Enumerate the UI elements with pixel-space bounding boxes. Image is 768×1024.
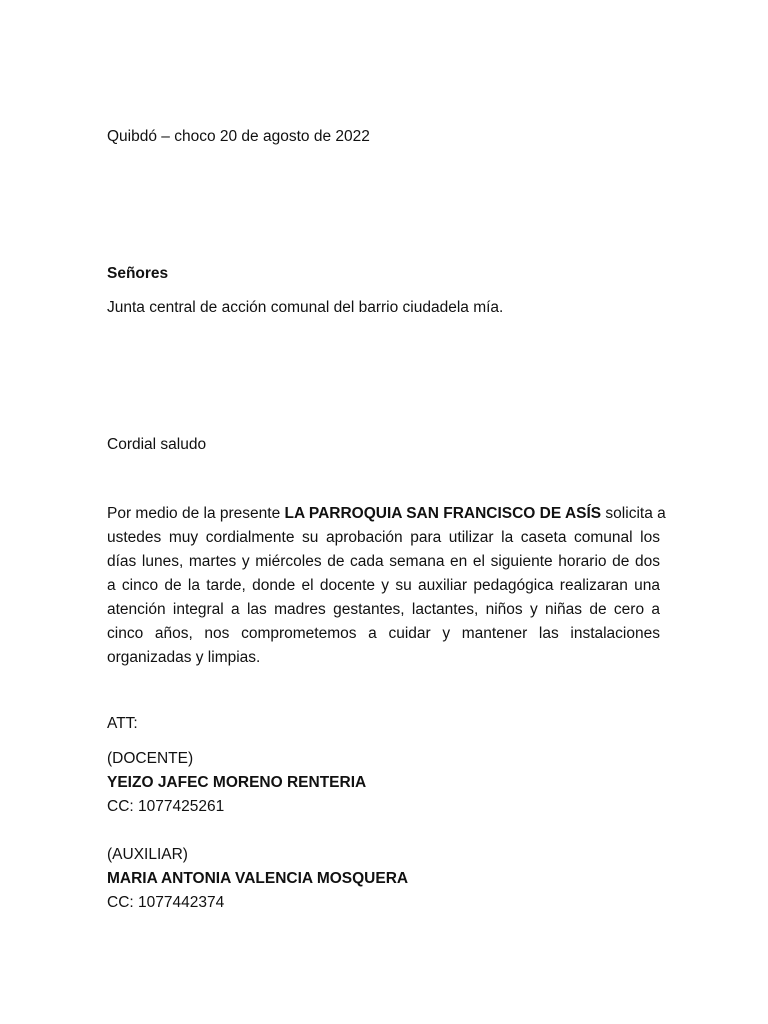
body-line-4: a cinco de la tarde, donde el docente y su auxiliar pedagógica realizaran una <box>107 577 660 594</box>
org-name: LA PARROQUIA SAN FRANCISCO DE ASÍS <box>284 505 602 522</box>
signer-name: MARIA ANTONIA VALENCIA MOSQUERA <box>107 870 409 887</box>
signer-id: CC: 1077425261 <box>107 798 225 815</box>
body-line-1 <box>107 502 666 526</box>
letter-body <box>107 502 666 670</box>
signer-role: (DOCENTE) <box>107 750 194 767</box>
signer-name: YEIZO JAFEC MORENO RENTERIA <box>107 774 367 791</box>
body-intro: Por medio de la presente <box>107 505 285 522</box>
signer-id: CC: 1077442374 <box>107 894 225 911</box>
att-label: ATT: <box>107 715 138 732</box>
greeting: Cordial saludo <box>107 436 207 453</box>
body-line1-tail: solicita a <box>601 505 666 522</box>
recipient: Junta central de acción comunal del barrio ciudadela mía. <box>107 299 504 316</box>
body-line-3: días lunes, martes y miércoles de cada semana en el siguiente horario de dos <box>107 553 660 570</box>
place-date: Quibdó – choco 20 de agosto de 2022 <box>107 128 370 145</box>
body-line-6: cinco años, nos comprometemos a cuidar y mantener las instalaciones <box>107 625 660 642</box>
body-line-7: organizadas y limpias. <box>107 649 261 666</box>
body-line-5: atención integral a las madres gestantes, lactantes, niños y niñas de cero a <box>107 601 660 618</box>
body-line-2: ustedes muy cordialmente su aprobación para utilizar la caseta comunal los <box>107 529 660 546</box>
salutation-title: Señores <box>107 265 169 282</box>
signer-role: (AUXILIAR) <box>107 846 188 863</box>
